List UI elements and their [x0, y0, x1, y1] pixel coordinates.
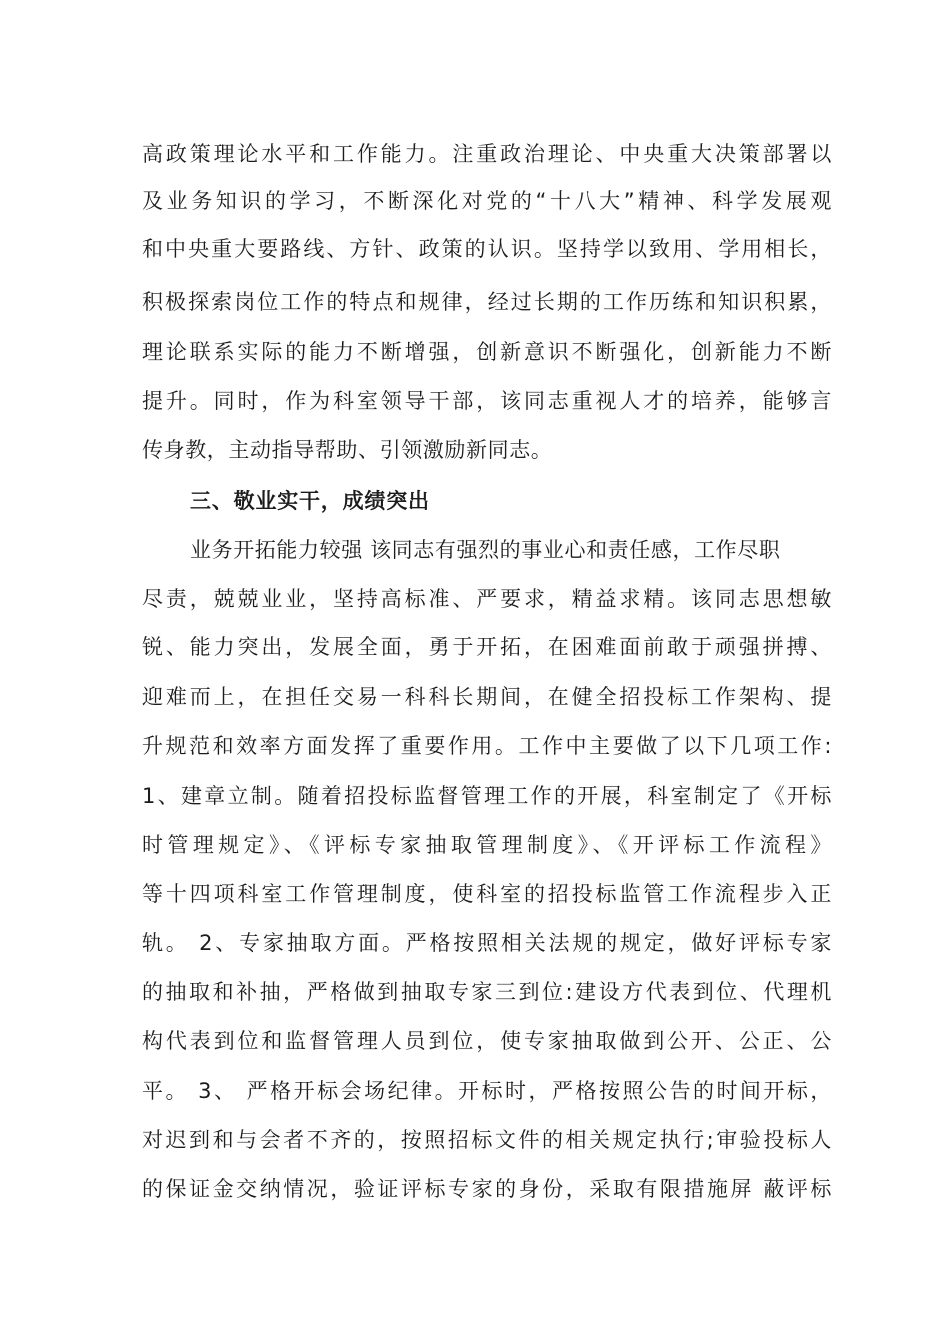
body-text-line: 升规范和效率方面发挥了重要作用。工作中主要做了以下几项工作: — [142, 734, 832, 758]
body-text-line: 平。 3、 严格开标会场纪律。开标时，严格按照公告的时间开标， — [142, 1079, 832, 1103]
body-text-line: 高政策理论水平和工作能力。注重政治理论、中央重大决策部署以 — [142, 142, 832, 166]
body-text-line: 及业务知识的学习，不断深化对党的“十八大”精神、科学发展观 — [142, 189, 832, 213]
body-text-line: 锐、能力突出，发展全面，勇于开拓，在困难面前敢于顽强拼搏、 — [142, 635, 832, 659]
body-text-line: 尽责，兢兢业业，坚持高标准、严要求，精益求精。该同志思想敏 — [142, 587, 832, 611]
body-text-line: 和中央重大要路线、方针、政策的认识。坚持学以致用、学用相长， — [142, 237, 832, 261]
body-text-line: 对迟到和与会者不齐的，按照招标文件的相关规定执行;审验投标人 — [142, 1128, 832, 1152]
section-heading: 三、敬业实干，成绩突出 — [190, 489, 430, 513]
body-text-line: 1、建章立制。随着招投标监督管理工作的开展，科室制定了《开标 — [142, 784, 832, 808]
body-text-line: 时管理规定》、《评标专家抽取管理制度》、《开评标工作流程》 — [142, 833, 832, 857]
body-text-line: 传身教，主动指导帮助、引领激励新同志。 — [142, 438, 553, 462]
body-text-line: 提升。同时，作为科室领导干部，该同志重视人才的培养，能够言 — [142, 389, 832, 413]
body-text-line: 理论联系实际的能力不断增强，创新意识不断强化，创新能力不断 — [142, 340, 832, 364]
body-text-line: 迎难而上，在担任交易一科科长期间，在健全招投标工作架构、提 — [142, 685, 832, 709]
body-text-line: 等十四项科室工作管理制度，使科室的招投标监管工作流程步入正 — [142, 882, 832, 906]
body-text-line: 积极探索岗位工作的特点和规律，经过长期的工作历练和知识积累， — [142, 290, 832, 314]
body-text-line: 的保证金交纳情况，验证评标专家的身份，采取有限措施屏 蔽评标 — [142, 1177, 832, 1201]
body-text-line: 构代表到位和监督管理人员到位，使专家抽取做到公开、公正、公 — [142, 1029, 832, 1053]
body-text-line: 的抽取和补抽，严格做到抽取专家三到位:建设方代表到位、代理机 — [142, 980, 832, 1004]
body-text-line: 轨。 2、专家抽取方面。严格按照相关法规的规定，做好评标专家 — [142, 931, 832, 955]
body-text-line: 业务开拓能力较强 该同志有强烈的事业心和责任感，工作尽职 — [190, 538, 781, 562]
